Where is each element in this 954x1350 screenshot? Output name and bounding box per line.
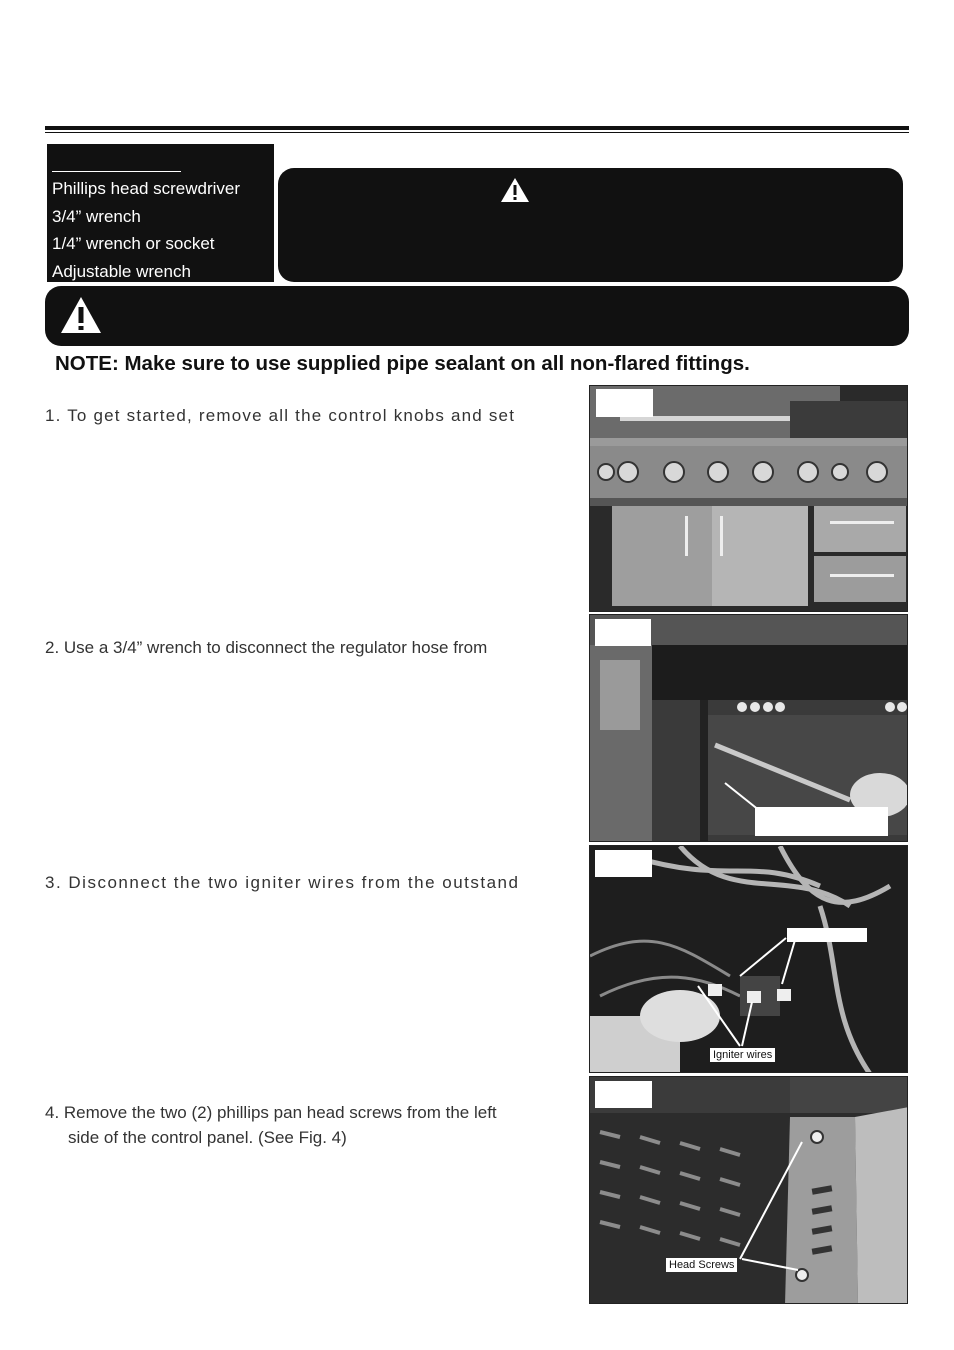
tools-list	[52, 175, 240, 285]
header-rule-thick	[45, 126, 909, 130]
igniter-wires-callout: Igniter wires	[710, 1048, 775, 1062]
tool-item: Adjustable wrench	[52, 261, 191, 281]
figure-1-label	[596, 389, 653, 417]
tools-heading-underline	[52, 171, 181, 172]
warning-triangle-icon	[500, 177, 530, 203]
sealant-note: NOTE: Make sure to use supplied pipe sealant on all non-flared fittings.	[55, 352, 750, 375]
header-rule-thin	[45, 132, 909, 133]
warning-triangle-icon	[59, 295, 103, 335]
tool-item: 1/4” wrench or socket	[52, 234, 215, 253]
hose-callout-box	[755, 807, 888, 836]
figure-1-photo	[589, 385, 908, 612]
tool-item: 3/4” wrench	[52, 206, 141, 226]
figure-4-label	[595, 1081, 652, 1108]
figure-2-photo	[589, 614, 908, 842]
warning-box	[278, 168, 903, 282]
step-1-text: 1. To get started, remove all the control knobs and set	[45, 406, 516, 425]
step-4-text: 4. Remove the two (2) phillips pan head screws from the left	[45, 1103, 497, 1122]
figure-3-photo	[589, 845, 908, 1073]
figure-2-label	[595, 619, 651, 646]
figure-4-photo	[589, 1076, 908, 1304]
head-screws-callout: Head Screws	[666, 1258, 737, 1272]
ground-callout-box	[787, 928, 867, 942]
tool-item: Phillips head screwdriver	[52, 179, 241, 198]
warning-bar	[45, 286, 909, 346]
step-2-text: 2. Use a 3/4” wrench to disconnect the regulator hose from	[45, 638, 488, 657]
tools-box	[47, 144, 274, 282]
step-4-text-line2: side of the control panel. (See Fig. 4)	[68, 1128, 347, 1147]
figure-3-label	[595, 850, 652, 877]
step-3-text: 3. Disconnect the two igniter wires from the outstand	[45, 873, 520, 892]
